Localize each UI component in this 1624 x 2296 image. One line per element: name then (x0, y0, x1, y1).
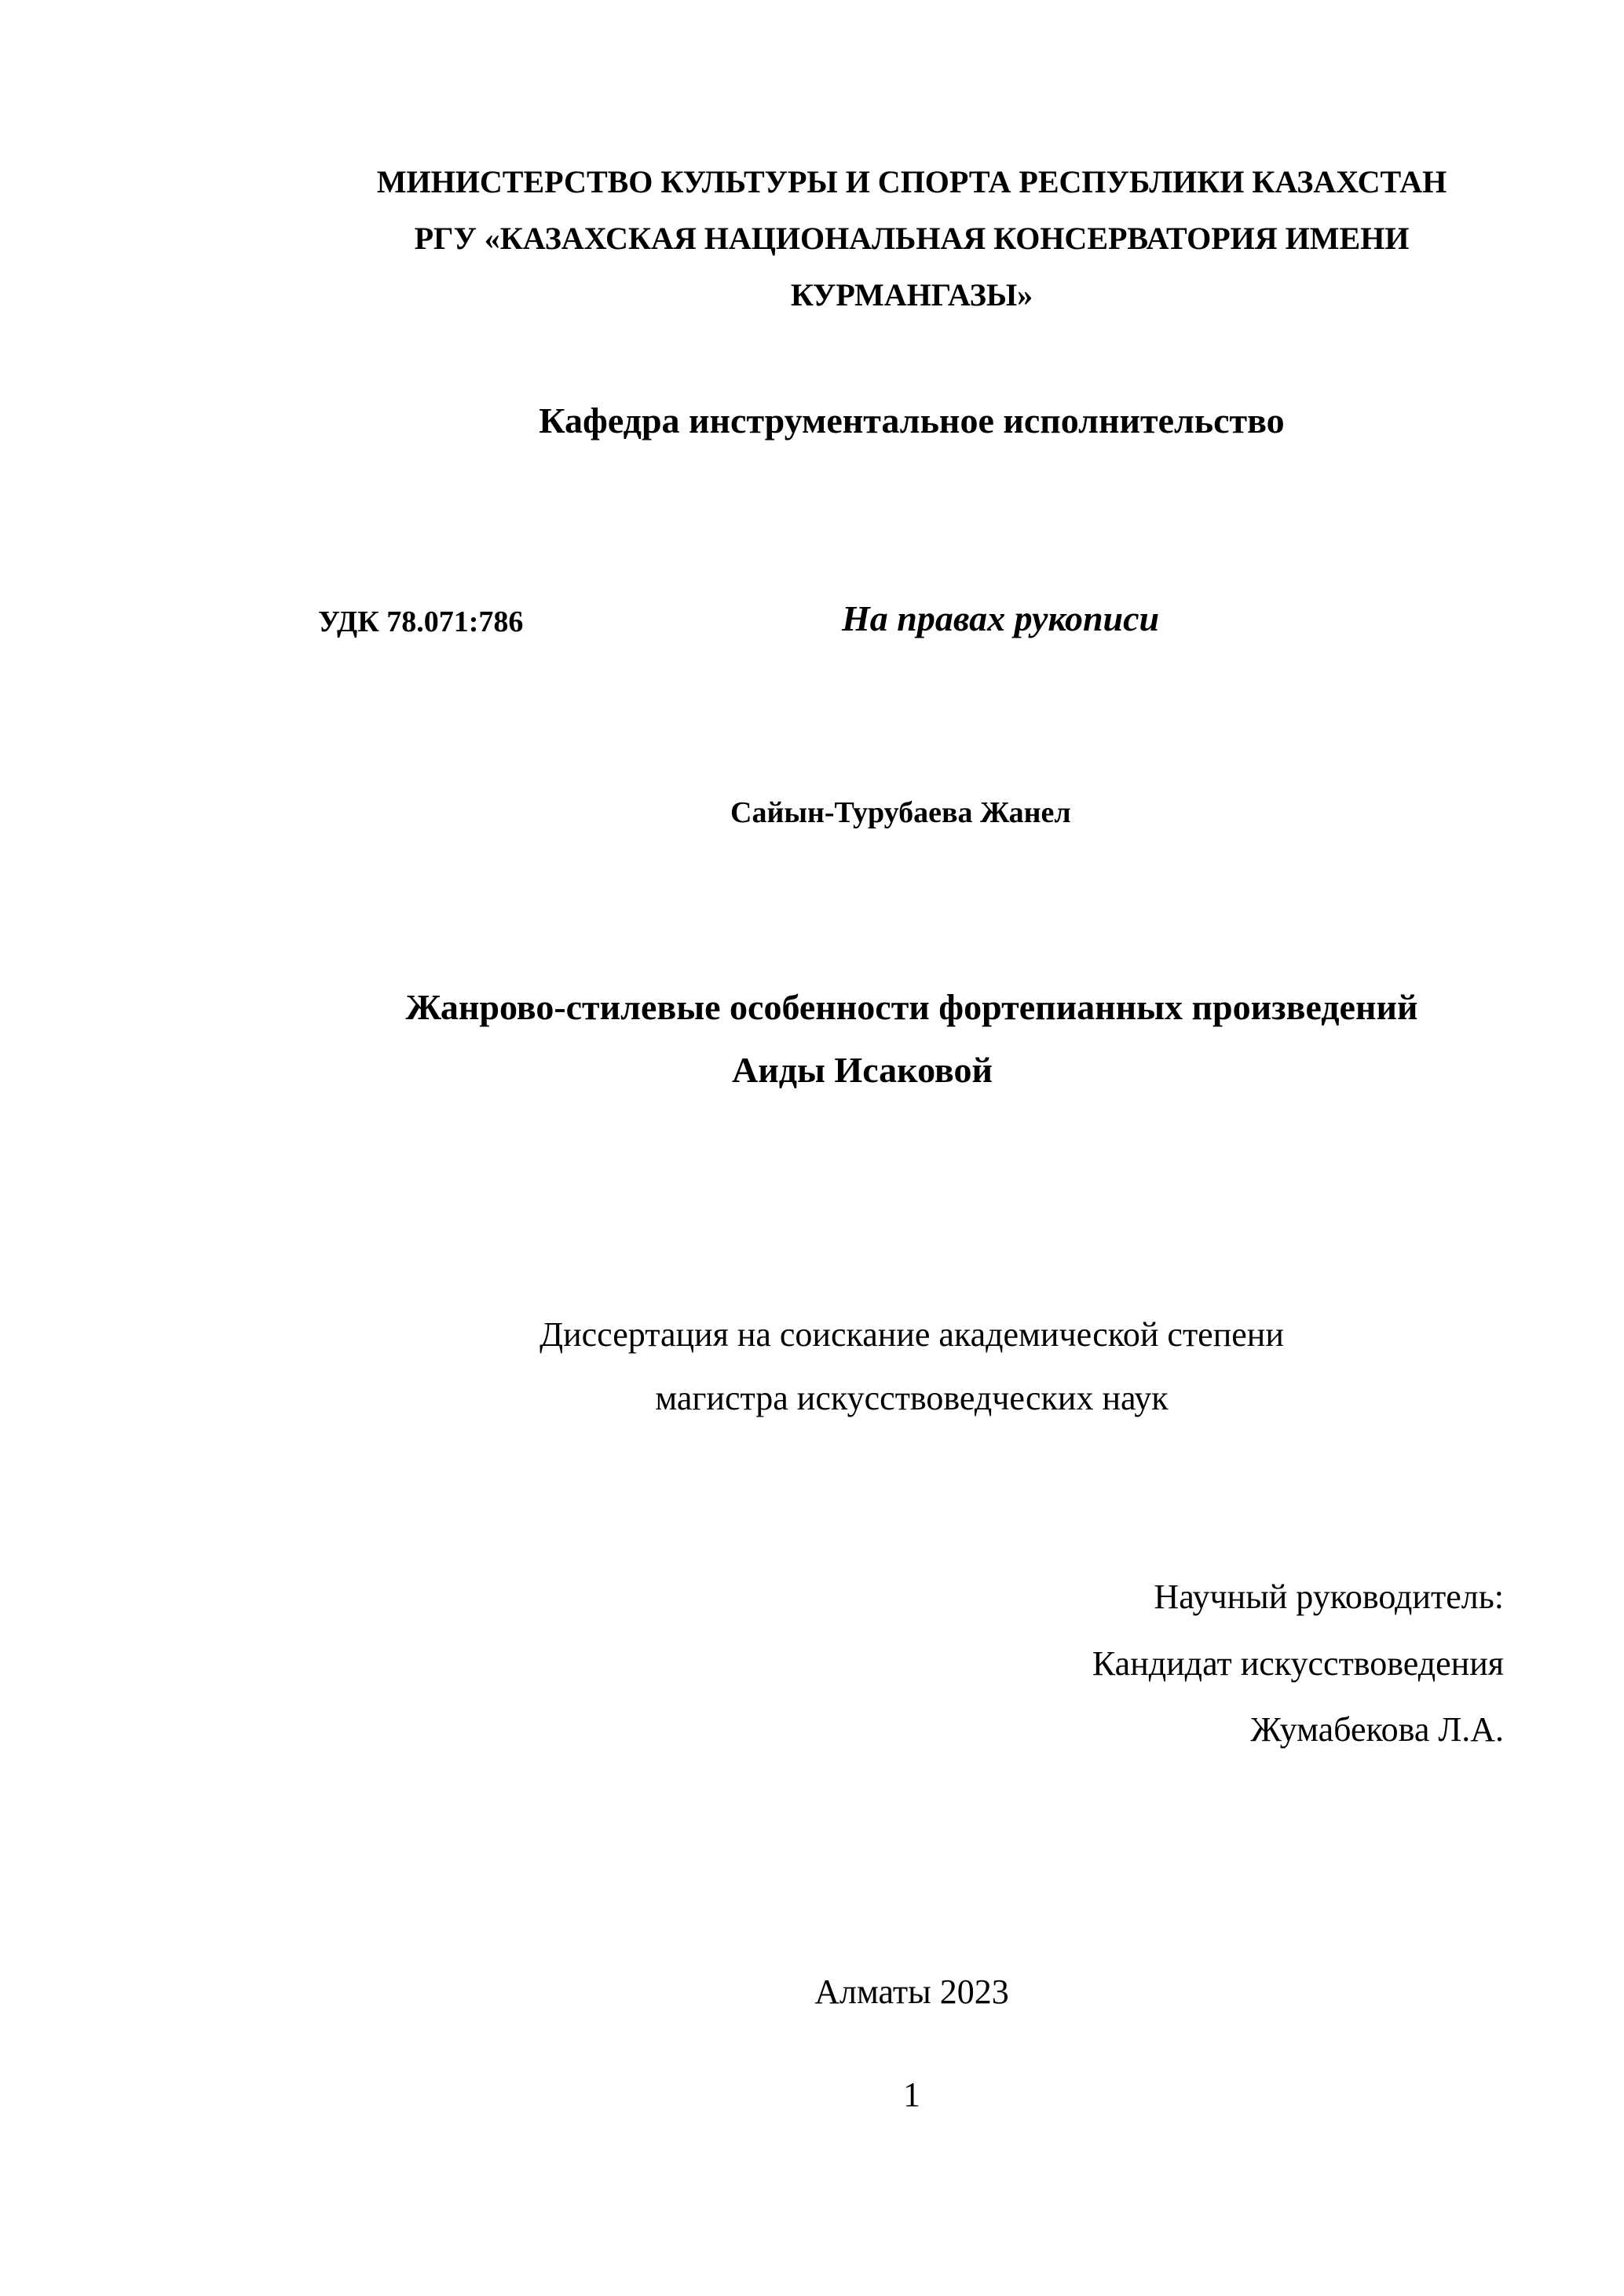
thesis-title-line-2: Аиды Исаковой (732, 1050, 993, 1090)
supervisor-name: Жумабекова Л.А. (1250, 1710, 1504, 1749)
degree-statement-line-1: Диссертация на соискание академической степени (540, 1315, 1284, 1354)
author-name: Сайын-Турубаева Жанел (730, 796, 1071, 829)
ministry-heading: МИНИСТЕРСТВО КУЛЬТУРЫ И СПОРТА РЕСПУБЛИКИ КАЗАХСТАН (376, 164, 1447, 199)
supervisor-label: Научный руководитель: (1154, 1578, 1504, 1616)
udk-code: УДК 78.071:786 (318, 605, 524, 638)
university-heading-line-1: РГУ «КАЗАХСКАЯ НАЦИОНАЛЬНАЯ КОНСЕРВАТОРИЯ ИМЕНИ (414, 221, 1410, 256)
department-heading: Кафедра инструментальное исполнительство (539, 400, 1285, 441)
page-number: 1 (903, 2075, 920, 2114)
manuscript-note: На правах рукописи (842, 598, 1160, 638)
degree-statement-line-2: магистра искусствоведческих наук (655, 1379, 1169, 1417)
thesis-title-line-1: Жанрово-стилевые особенности фортепианных произведений (405, 987, 1418, 1027)
university-heading-line-2: КУРМАНГАЗЫ» (790, 277, 1033, 313)
city-year: Алматы 2023 (814, 1972, 1009, 2011)
supervisor-degree: Кандидат искусствоведения (1092, 1644, 1504, 1683)
